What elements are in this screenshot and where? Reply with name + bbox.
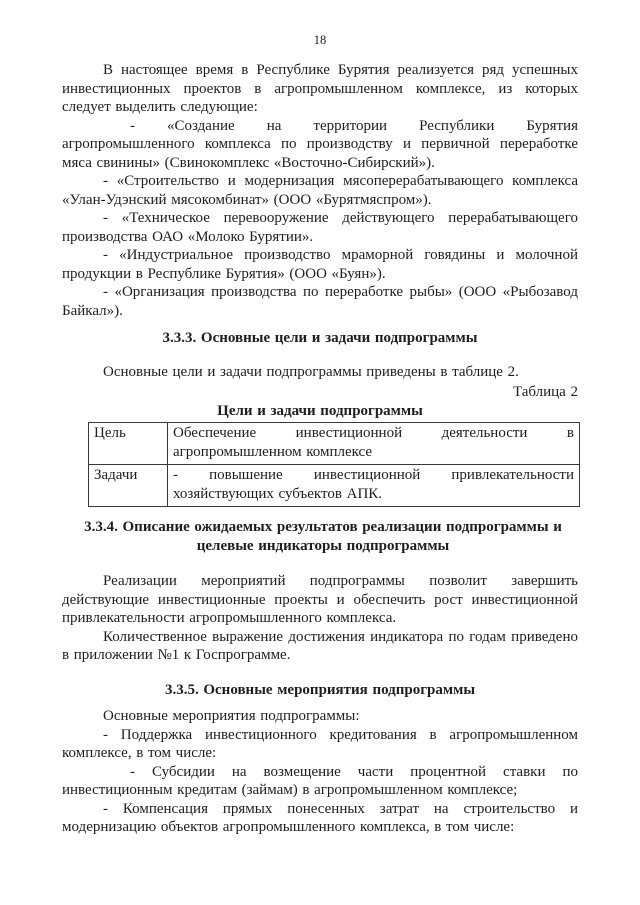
list-item-investment-project: - «Создание на территории Республики Бурятия агропромышленного комплекса по производству и первичной переработке мяса свинины» (Свинокомплекс «Восточно-Сибирский»).: [62, 117, 578, 171]
list-item-investment-project: - «Строительство и модернизация мясоперерабатывающего комплекса «Улан-Удэнский мясокомбинат» (ООО «Бурятмяспром»).: [62, 173, 578, 208]
list-item-measure: - Субсидии на возмещение части процентной ставки по инвестиционным кредитам (займам) в агропромышленном комплексе;: [62, 763, 578, 798]
section-334-paragraph: Реализации мероприятий подпрограммы позволит завершить действующие инвестиционные проекты и обеспечить рост инвестиционной привлекательности агропромышленного комплекса.: [62, 573, 578, 626]
table-title: Цели и задачи подпрограммы: [217, 402, 423, 419]
list-item-measure: - Поддержка инвестиционного кредитования в агропромышленном комплексе, в том числе:: [62, 726, 578, 761]
list-item-measure: - Компенсация прямых понесенных затрат на строительство и модернизацию объектов агропромышленного комплекса, в том числе:: [62, 800, 578, 835]
section-333-body: Основные цели и задачи подпрограммы приведены в таблице 2.: [103, 363, 519, 380]
table-row: [89, 465, 580, 507]
section-heading-335: 3.3.5. Основные мероприятия подпрограммы: [164, 681, 476, 698]
table-cell-tasks-value: - повышение инвестиционной привлекательности хозяйствующих субъектов АПК.: [168, 465, 580, 507]
section-heading-333: 3.3.3. Основные цели и задачи подпрограммы: [162, 330, 478, 346]
table-cell-tasks-label: Задачи: [89, 465, 168, 507]
intro-paragraph: В настоящее время в Республике Бурятия реализуется ряд успешных инвестиционных проектов в агропромышленном комплексе, из которых следует выделить следующие:: [62, 62, 578, 115]
page-number: 18: [313, 33, 327, 47]
table-cell-goal-value: Обеспечение инвестиционной деятельности в агропромышленном комплексе: [168, 423, 580, 465]
goals-tasks-table: [88, 422, 580, 507]
table-row: [89, 423, 580, 465]
list-item-investment-project: - «Техническое перевооружение действующего перерабатывающего производства ОАО «Молоко Бурятии».: [62, 210, 578, 245]
table-cell-goal-label: Цель: [89, 423, 168, 465]
table-caption: Таблица 2: [512, 384, 578, 400]
section-334-paragraph: Количественное выражение достижения индикатора по годам приведено в приложении №1 к Госпрограмме.: [62, 628, 578, 663]
list-item-investment-project: - «Индустриальное производство мраморной говядины и молочной продукции в Республике Бурятия» (ООО «Буян»).: [62, 247, 578, 282]
section-335-intro: Основные мероприятия подпрограммы:: [103, 708, 360, 724]
section-heading-334: 3.3.4. Описание ожидаемых результатов реализации подпрограммы и целевые индикаторы подпрограммы: [84, 519, 562, 554]
list-item-investment-project: - «Организация производства по переработке рыбы» (ООО «Рыбозавод Байкал»).: [62, 284, 578, 319]
